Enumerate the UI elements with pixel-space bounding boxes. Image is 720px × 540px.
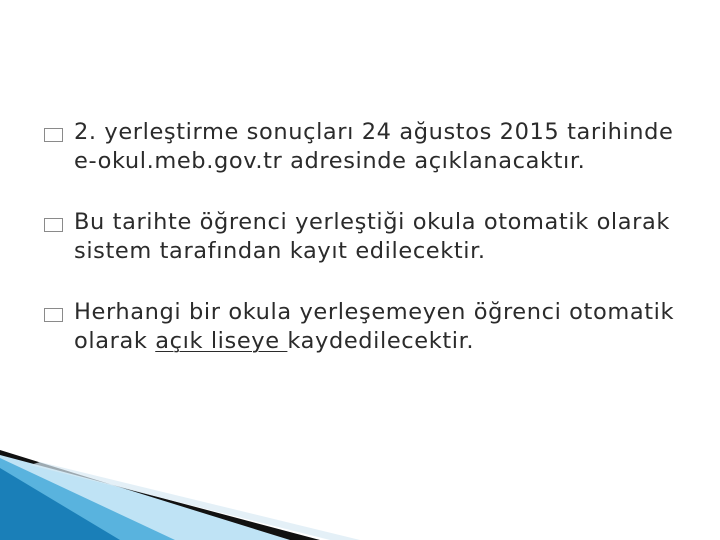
- bullet-item-1: [44, 118, 694, 176]
- bullet-text-2: Bu tarihte öğrenci yerleştiği okula otomatik olarak sistem tarafından kayıt edilecektir.: [74, 209, 671, 264]
- bullet-box-icon: [44, 128, 63, 142]
- bullet-box-icon: [44, 308, 63, 322]
- bullet-text-3-end: kaydedilecektir.: [287, 328, 475, 354]
- bullet-text-1: 2. yerleştirme sonuçları 24 ağustos 2015 tarihinde e-okul.meb.gov.tr adresinde açıklanacaktır.: [74, 119, 674, 174]
- bullet-text-3-start: Herhangi bir okula yerleşemeyen öğrenci otomatik olarak: [74, 299, 675, 354]
- bullet-item-3: [44, 298, 694, 356]
- bullet-list: [44, 118, 694, 388]
- bullet-text-3-underlined: açık liseye: [155, 328, 288, 354]
- bullet-box-icon: [44, 218, 63, 232]
- bullet-item-2: [44, 208, 694, 266]
